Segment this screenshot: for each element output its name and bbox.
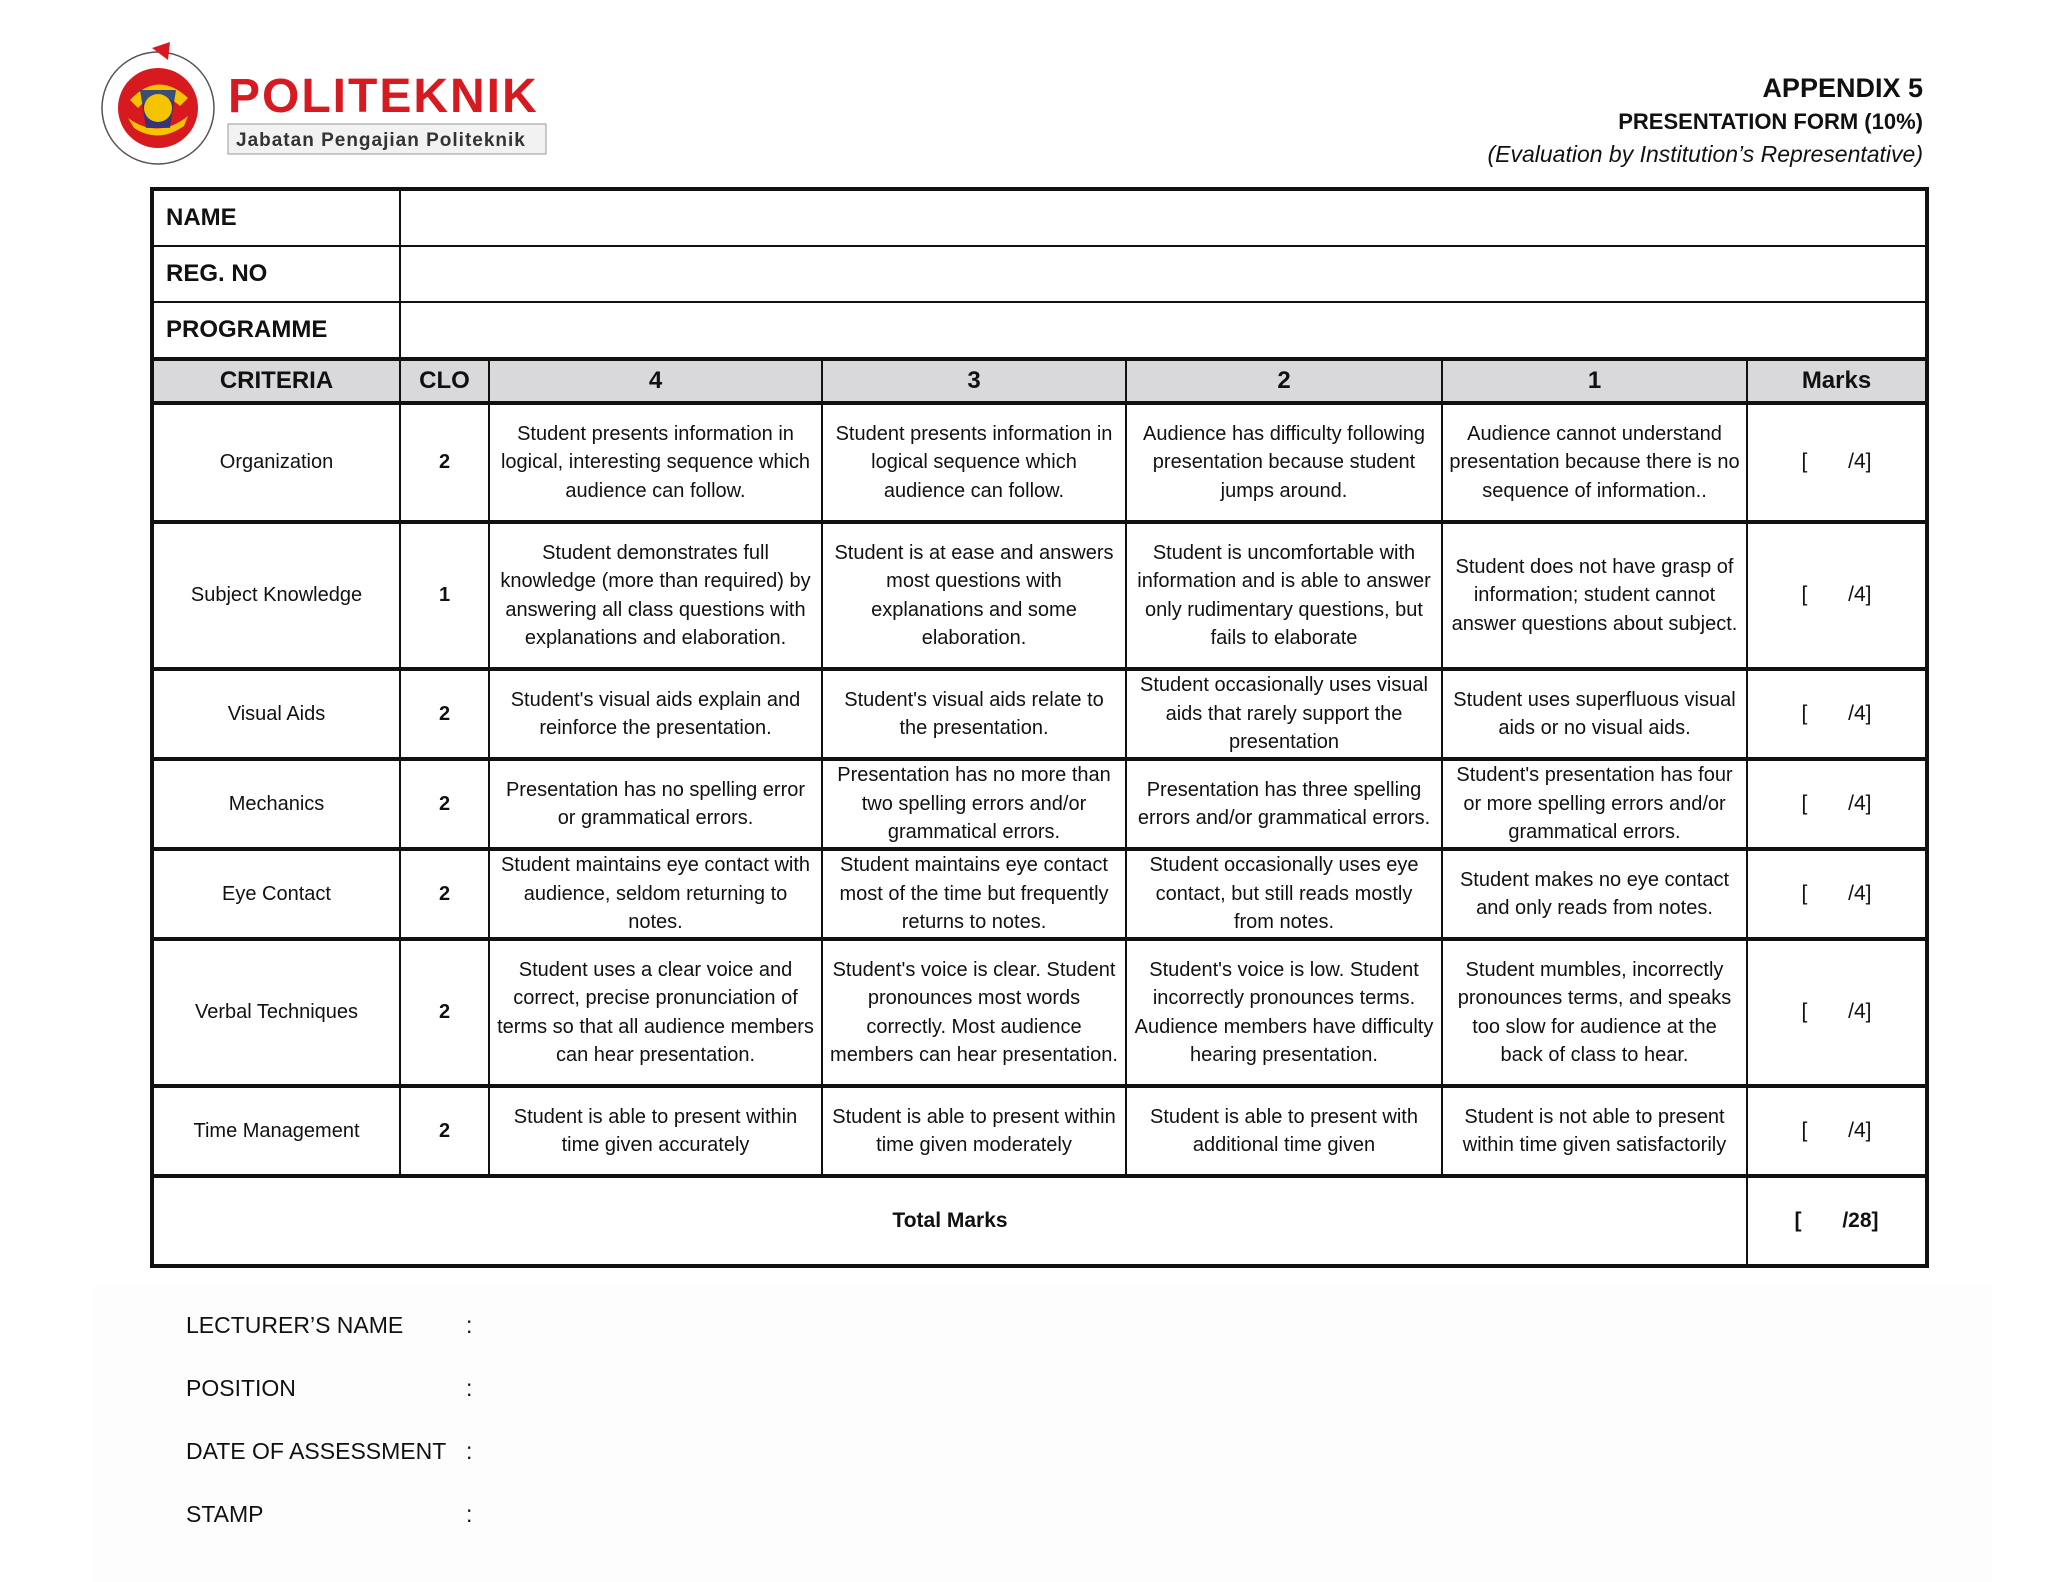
descriptor-score-3: Student is able to present within time given moderately (822, 1086, 1126, 1176)
politeknik-logo (100, 40, 560, 170)
descriptor-score-4: Student is able to present within time given accurately (489, 1086, 822, 1176)
lecturer-name-label: LECTURER’S NAME (186, 1312, 404, 1338)
descriptor-score-3: Student's visual aids relate to the presentation. (822, 669, 1126, 759)
descriptor-score-3: Presentation has no more than two spelling errors and/or grammatical errors. (822, 759, 1126, 849)
lecturer-details (186, 1294, 496, 1546)
form-title: PRESENTATION FORM (10%) (1618, 109, 1923, 134)
descriptor-score-4: Student demonstrates full knowledge (more than required) by answering all class questions with explanations and elaboration. (489, 522, 822, 669)
logo-wordmark: POLITEKNIK (228, 70, 539, 123)
marks-field[interactable]: [ /4] (1747, 939, 1927, 1086)
criteria-name: Time Management (152, 1086, 400, 1176)
politeknik-logo-graphic (100, 40, 560, 170)
position-label: POSITION (186, 1375, 296, 1401)
criteria-row-organization (152, 403, 1927, 522)
footer-row-stamp[interactable] (186, 1483, 496, 1546)
criteria-row-visual-aids (152, 669, 1927, 759)
clo-value: 2 (400, 759, 489, 849)
logo-tagline: Jabatan Pengajian Politeknik (236, 130, 526, 151)
score-1-header: 1 (1442, 359, 1747, 403)
descriptor-score-3: Student maintains eye contact most of the time but frequently returns to notes. (822, 849, 1126, 939)
programme-label: PROGRAMME (152, 302, 400, 359)
info-row-programme (152, 302, 1927, 359)
column-header-row (152, 359, 1927, 403)
appendix-title: APPENDIX 5 (1762, 73, 1923, 103)
descriptor-score-3: Student presents information in logical sequence which audience can follow. (822, 403, 1126, 522)
footer-row-date-of-assessment[interactable] (186, 1420, 496, 1483)
marks-header: Marks (1747, 359, 1927, 403)
criteria-row-mechanics (152, 759, 1927, 849)
criteria-row-eye-contact (152, 849, 1927, 939)
descriptor-score-4: Student presents information in logical, interesting sequence which audience can follow. (489, 403, 822, 522)
descriptor-score-1: Student makes no eye contact and only reads from notes. (1442, 849, 1747, 939)
descriptor-score-4: Student maintains eye contact with audience, seldom returning to notes. (489, 849, 822, 939)
clo-value: 1 (400, 522, 489, 669)
descriptor-score-1: Student does not have grasp of information; student cannot answer questions about subject. (1442, 522, 1747, 669)
reg-no-field[interactable] (400, 246, 1927, 302)
clo-value: 2 (400, 939, 489, 1086)
descriptor-score-1: Student's presentation has four or more spelling errors and/or grammatical errors. (1442, 759, 1747, 849)
criteria-name: Visual Aids (152, 669, 400, 759)
criteria-row-time-management (152, 1086, 1927, 1176)
marks-field[interactable]: [ /4] (1747, 849, 1927, 939)
marks-field[interactable]: [ /4] (1747, 669, 1927, 759)
descriptor-score-1: Student is not able to present within time given satisfactorily (1442, 1086, 1747, 1176)
descriptor-score-2: Presentation has three spelling errors and/or grammatical errors. (1126, 759, 1442, 849)
descriptor-score-1: Student mumbles, incorrectly pronounces terms, and speaks too slow for audience at the back of class to hear. (1442, 939, 1747, 1086)
criteria-header: CRITERIA (152, 359, 400, 403)
criteria-row-verbal-techniques (152, 939, 1927, 1086)
appendix-header (1487, 70, 1923, 170)
name-label: NAME (152, 189, 400, 246)
colon: : (466, 1501, 473, 1527)
criteria-row-subject-knowledge (152, 522, 1927, 669)
descriptor-score-4: Presentation has no spelling error or grammatical errors. (489, 759, 822, 849)
score-4-header: 4 (489, 359, 822, 403)
descriptor-score-2: Student occasionally uses eye contact, but still reads mostly from notes. (1126, 849, 1442, 939)
total-marks-row (152, 1176, 1927, 1266)
footer-row-lecturer-name[interactable] (186, 1294, 496, 1357)
form-subtitle: (Evaluation by Institution’s Representative) (1487, 141, 1923, 167)
presentation-rubric-table (150, 187, 1929, 1268)
criteria-name: Eye Contact (152, 849, 400, 939)
descriptor-score-4: Student's visual aids explain and reinforce the presentation. (489, 669, 822, 759)
descriptor-score-3: Student is at ease and answers most questions with explanations and some elaboration. (822, 522, 1126, 669)
programme-field[interactable] (400, 302, 1927, 359)
clo-value: 2 (400, 403, 489, 522)
marks-field[interactable]: [ /4] (1747, 759, 1927, 849)
descriptor-score-1: Student uses superfluous visual aids or no visual aids. (1442, 669, 1747, 759)
score-3-header: 3 (822, 359, 1126, 403)
info-row-name (152, 189, 1927, 246)
colon: : (466, 1438, 473, 1464)
descriptor-score-1: Audience cannot understand presentation because there is no sequence of information.. (1442, 403, 1747, 522)
descriptor-score-2: Student is uncomfortable with information and is able to answer only rudimentary questions, but fails to elaborate (1126, 522, 1442, 669)
score-2-header: 2 (1126, 359, 1442, 403)
marks-field[interactable]: [ /4] (1747, 403, 1927, 522)
clo-value: 2 (400, 669, 489, 759)
descriptor-score-2: Student occasionally uses visual aids that rarely support the presentation (1126, 669, 1442, 759)
clo-value: 2 (400, 849, 489, 939)
reg-no-label: REG. NO (152, 246, 400, 302)
footer-row-position[interactable] (186, 1357, 496, 1420)
descriptor-score-3: Student's voice is clear. Student pronounces most words correctly. Most audience members can hear presentation. (822, 939, 1126, 1086)
info-row-reg-no (152, 246, 1927, 302)
marks-field[interactable]: [ /4] (1747, 522, 1927, 669)
total-marks-label: Total Marks (152, 1176, 1747, 1266)
criteria-name: Subject Knowledge (152, 522, 400, 669)
descriptor-score-2: Student's voice is low. Student incorrectly pronounces terms. Audience members have difficulty hearing presentation. (1126, 939, 1442, 1086)
date-of-assessment-label: DATE OF ASSESSMENT (186, 1438, 447, 1464)
total-marks-field[interactable]: [ /28] (1747, 1176, 1927, 1266)
clo-value: 2 (400, 1086, 489, 1176)
marks-field[interactable]: [ /4] (1747, 1086, 1927, 1176)
colon: : (466, 1312, 473, 1338)
descriptor-score-2: Audience has difficulty following presentation because student jumps around. (1126, 403, 1442, 522)
criteria-name: Mechanics (152, 759, 400, 849)
descriptor-score-4: Student uses a clear voice and correct, precise pronunciation of terms so that all audience members can hear presentation. (489, 939, 822, 1086)
clo-header: CLO (400, 359, 489, 403)
descriptor-score-2: Student is able to present with additional time given (1126, 1086, 1442, 1176)
name-field[interactable] (400, 189, 1927, 246)
stamp-label: STAMP (186, 1501, 264, 1527)
criteria-name: Verbal Techniques (152, 939, 400, 1086)
criteria-name: Organization (152, 403, 400, 522)
colon: : (466, 1375, 473, 1401)
